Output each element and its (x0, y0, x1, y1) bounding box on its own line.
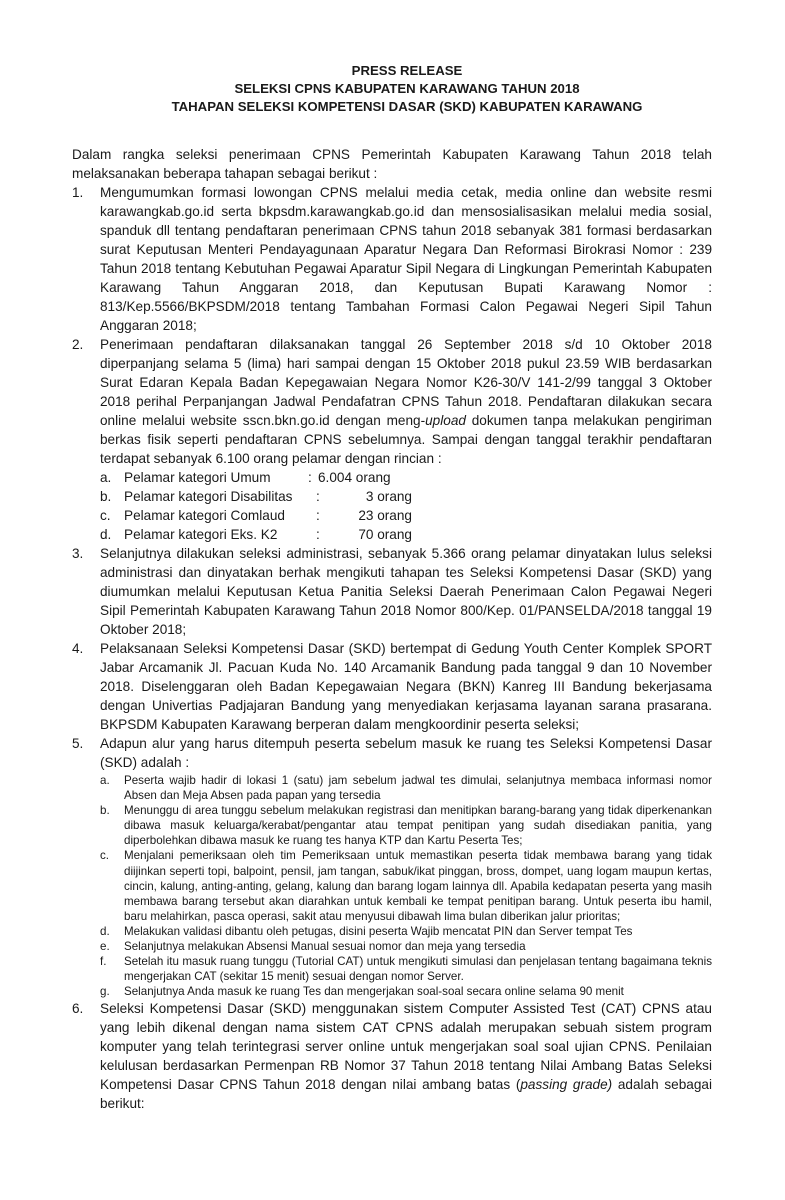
item-number: 6. (72, 1001, 84, 1017)
item-number: 5. (72, 736, 84, 751)
item-text-part: Penerimaan pendaftaran dilaksanakan tanggal 26 September 2018 s/d 10 Oktober 2018 diperpanjang selama 5 (lima) hari sampai dengan 15 Oktober 2018 pukul 23.59 WIB berdasarkan Surat Edaran Kepala Badan Kepegawaian Negara Nomor K26-30/V 141-2/99 tanggal 3 Oktober 2018 perihal Perpanjangan Jadwal Pendafatran CPNS Tahun 2018. Pendaftaran dilakukan secara online melalui website sscn.bkn.go.id dengan meng- (100, 337, 712, 428)
item-text: Pelaksanaan Seleksi Kompetensi Dasar (SKD) bertempat di Gedung Youth Center Komplek SPORT Jabar Arcamanik Jl. Pacuan Kuda No. 140 Arcamanik Bandung pada tanggal 9 dan 10 November 2018. Diselenggaran oleh Badan Kepegawaian Negara (BKN) Kanreg III Bandung bekerjasama dengan Univertias Padjajaran Bandung yang menyediakan kerjasama layanan sarana prasarana. BKPSDM Kabupaten Karawang berperan dalam mengkoordinir peserta seleksi; (100, 641, 712, 732)
step-item (100, 939, 712, 954)
step-text: Selanjutnya melakukan Absensi Manual sesuai nomor dan meja yang tersedia (124, 940, 526, 954)
list-item (72, 183, 712, 335)
header-title: PRESS RELEASE (351, 63, 463, 78)
item-number: 3. (72, 546, 84, 561)
document-page (72, 62, 712, 1113)
list-item (72, 544, 712, 639)
category-colon: : (316, 527, 320, 542)
step-item (100, 773, 712, 803)
category-label: Pelamar kategori Comlaud (124, 508, 285, 523)
item-number: 1. (72, 185, 84, 200)
category-value: 70 orang (358, 527, 412, 542)
step-item (100, 984, 712, 999)
category-letter: c. (100, 508, 111, 523)
header-subtitle: SELEKSI CPNS KABUPATEN KARAWANG TAHUN 2018 (234, 81, 580, 96)
test-flow-steps (100, 773, 712, 999)
category-label: Pelamar kategori Umum (124, 470, 271, 485)
category-value: 3 orang (365, 489, 412, 504)
step-letter: g. (100, 985, 110, 999)
category-letter: a. (100, 470, 112, 485)
step-text: Setelah itu masuk ruang tunggu (Tutorial CAT) untuk mengikuti simulasi dan penjelasan tentang bagaimana teknis mengerjakan CAT (sekitar 15 menit) sesuai dengan nomor Server. (124, 955, 712, 984)
list-item (72, 639, 712, 734)
item-text: Mengumumkan formasi lowongan CPNS melalui media cetak, media online dan website resmi karawangkab.go.id serta bkpsdm.karawangkab.go.id dan mensosialisasikan melalui media sosial, spanduk dll tentang pendaftaran penerimaan CPNS tahun 2018 sebanyak 381 formasi berdasarkan surat Keputusan Menteri Pendayagunaan Aparatur Negara Dan Reformasi Birokrasi Nomor : 239 Tahun 2018 tentang Kebutuhan Pegawai Aparatur Sipil Negara di Lingkungan Pemerintah Kabupaten Karawang Tahun Anggaran 2018, dan Keputusan Bupati Karawang Nomor : 813/Kep.5566/BKPSDM/2018 tentang Tambahan Formasi Calon Pegawai Negeri Sipil Tahun Anggaran 2018; (100, 185, 712, 333)
item-text: Selanjutnya dilakukan seleksi administrasi, sebanyak 5.366 orang pelamar dinyatakan lulus seleksi administrasi dan dinyatakan berhak mengikuti tahapan tes Seleksi Kompetensi Dasar (SKD) yang diumumkan melalui Keputusan Ketua Panitia Seleksi Daerah Penerimaan Calon Pegawai Negeri Sipil Pemerintah Kabupaten Karawang Tahun 2018 Nomor 800/Kep. 01/PANSELDA/2018 tanggal 19 Oktober 2018; (100, 546, 712, 637)
list-item (72, 734, 712, 999)
header-subtitle-2: TAHAPAN SELEKSI KOMPETENSI DASAR (SKD) KABUPATEN KARAWANG (171, 99, 643, 114)
category-label: Pelamar kategori Eks. K2 (124, 527, 278, 542)
step-text: Peserta wajib hadir di lokasi 1 (satu) jam sebelum jadwal tes dimulai, selanjutnya membaca informasi nomor Absen dan Meja Absen pada papan yang tersedia (124, 774, 712, 803)
category-row (100, 506, 712, 525)
step-letter: b. (100, 804, 110, 818)
item-text-part: adalah sebagai berikut: (100, 1077, 712, 1112)
category-value: 23 orang (358, 508, 412, 523)
category-colon: : (316, 508, 320, 523)
item-text-italic: passing grade) (520, 1077, 613, 1093)
step-text: Menunggu di area tunggu sebelum melakukan registrasi dan menitipkan barang-barang yang tidak diperkenankan dibawa masuk keluarga/kerabat/pengantar atau tempat penitipan yang sudah disediakan panitia, yang diperbolehkan dibawa masuk ke ruang tes hanya KTP dan Kartu Peserta Tes; (124, 804, 712, 848)
step-letter: c. (100, 849, 110, 863)
step-item (100, 803, 712, 848)
category-value: 6.004 orang (318, 470, 391, 485)
step-item (100, 848, 712, 923)
category-colon: : (308, 470, 312, 485)
category-row (100, 487, 712, 506)
step-letter: d. (100, 924, 110, 938)
step-letter: a. (100, 774, 110, 787)
item-number: 2. (72, 337, 84, 352)
document-header (102, 62, 712, 116)
step-item (100, 954, 712, 984)
stage-list (72, 183, 712, 1113)
step-text: Melakukan validasi dibantu oleh petugas, disini peserta Wajib mencatat PIN dan Server tempat Tes (124, 924, 633, 938)
category-letter: d. (100, 527, 112, 542)
item-text (100, 999, 712, 1113)
item-number: 4. (72, 641, 84, 656)
step-letter: e. (100, 940, 110, 954)
item-text (100, 335, 712, 468)
step-text: Menjalani pemeriksaan oleh tim Pemeriksaan untuk memastikan peserta tidak membawa barang yang tidak diijinkan seperti topi, balpoint, pensil, jam tangan, sabuk/ikat pinggan, bross, dompet, uang logam maupun kertas, cincin, kalung, anting-anting, gelang, kalung dan barang logam lainnya dll. Apabila kedapatan peserta yang masih membawa barang tersebut akan diarahkan untuk kembali ke tempat penitipan barang. Untuk peserta ibu hamil, baru melahirkan, pasca operasi, sakit atau menyusui dibawah lima bulan diberikan jalur prioritas; (124, 849, 712, 923)
item-text-part: Seleksi Kompetensi Dasar (SKD) menggunakan sistem Computer Assisted Test (CAT) CPNS atau yang lebih dikenal dengan nama sistem CAT CPNS adalah merupakan sebuah sistem program komputer yang telah terintegrasi server online untuk mengerjakan soal soal ujian CPNS. Penilaian kelulusan berdasarkan Permenpan RB Nomor 37 Tahun 2018 tentang Nilai Ambang Batas Seleksi Kompetensi Dasar CPNS Tahun 2018 dengan nilai ambang batas ( (100, 1001, 712, 1093)
item-text-italic: upload (425, 413, 466, 428)
step-letter: f. (100, 955, 107, 969)
item-text: Adapun alur yang harus ditempuh peserta sebelum masuk ke ruang tes Seleksi Kompetensi Dasar (SKD) adalah : (100, 736, 712, 770)
category-row (100, 468, 712, 487)
category-colon: : (316, 489, 320, 504)
item-text-part: dokumen tanpa melakukan pengiriman berkas fisik seperti pendaftaran CPNS sebelumnya. Sampai dengan tanggal terakhir pendaftaran terdapat sebanyak 6.100 orang pelamar dengan rincian : (100, 413, 712, 466)
list-item (72, 999, 712, 1113)
step-text: Selanjutnya Anda masuk ke ruang Tes dan mengerjakan soal-soal secara online selama 90 menit (124, 985, 624, 999)
category-letter: b. (100, 489, 112, 504)
category-label: Pelamar kategori Disabilitas (124, 489, 293, 504)
list-item (72, 335, 712, 544)
step-item (100, 924, 712, 939)
applicant-categories (100, 468, 712, 544)
intro-paragraph: Dalam rangka seleksi penerimaan CPNS Pemerintah Kabupaten Karawang Tahun 2018 telah melaksanakan beberapa tahapan sebagai berikut : (72, 147, 712, 181)
category-row (100, 525, 712, 544)
